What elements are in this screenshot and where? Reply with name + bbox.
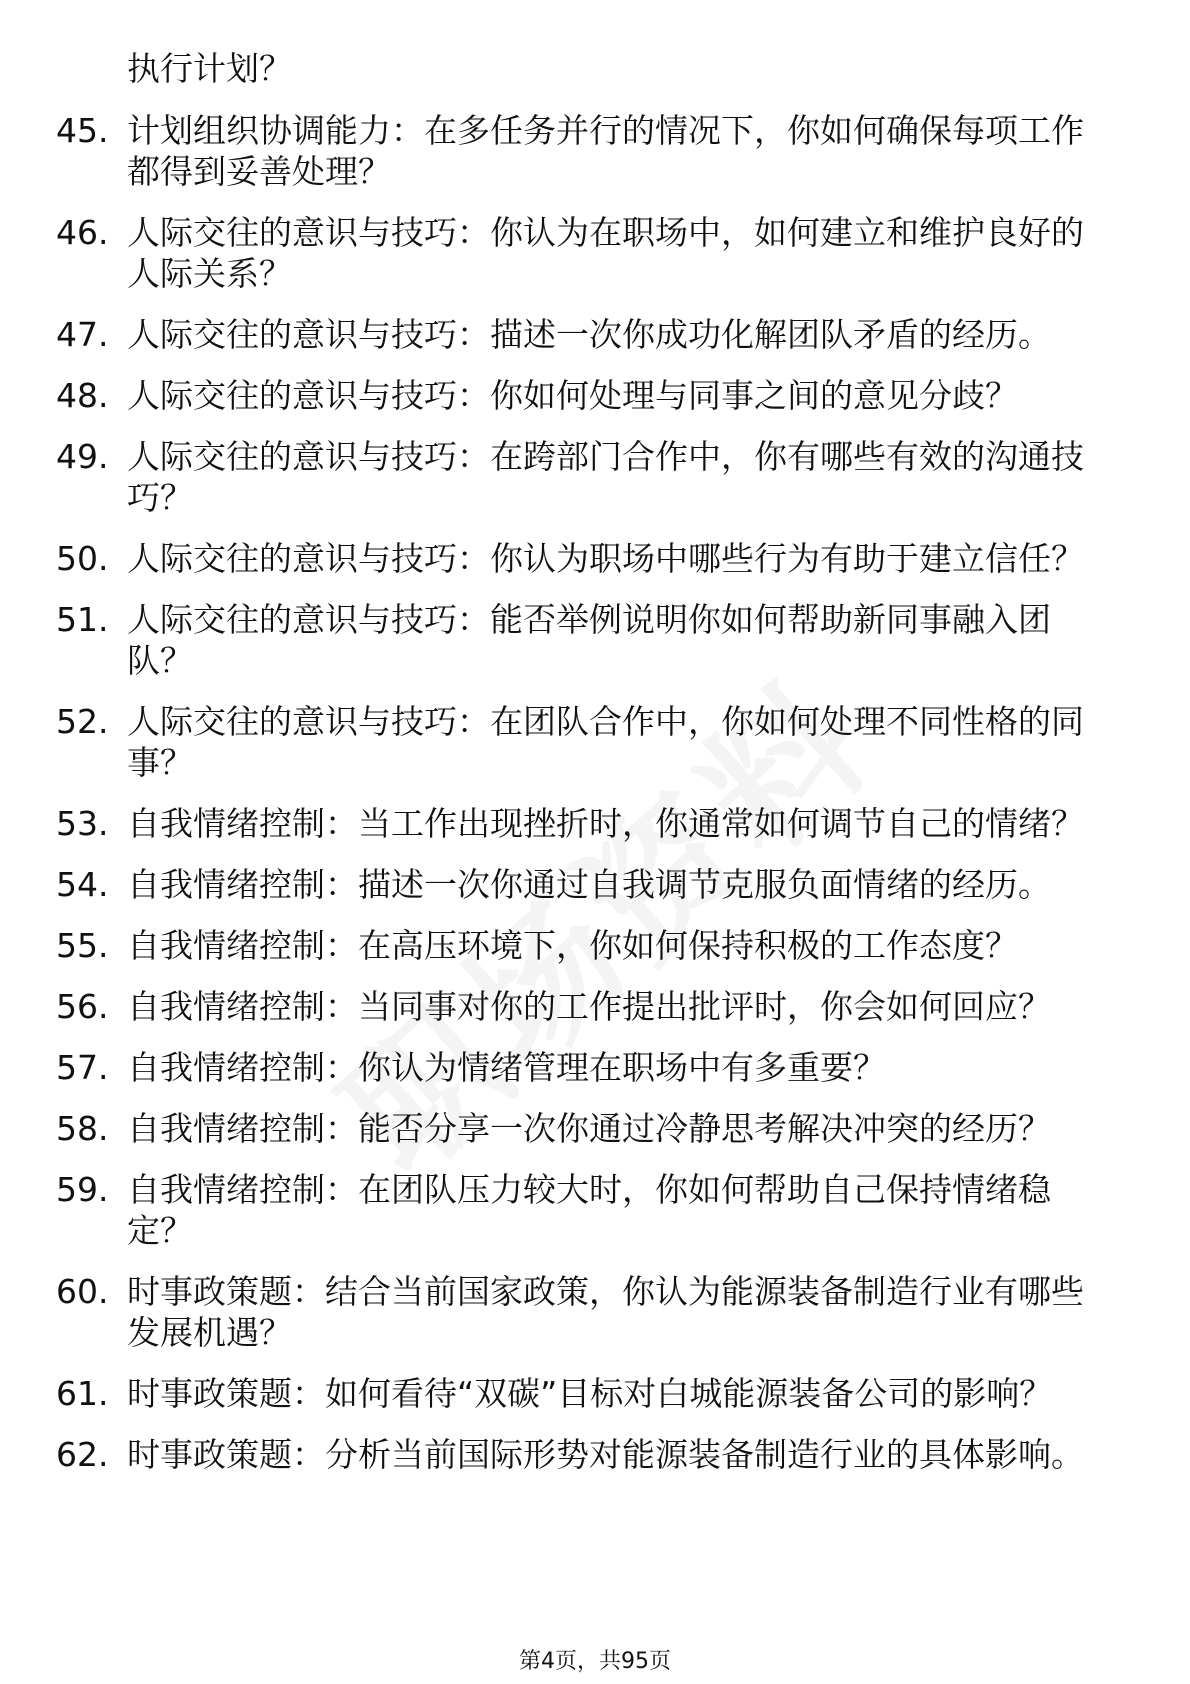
question-number: 56. <box>56 987 109 1026</box>
question-number: 55. <box>56 926 109 965</box>
question-number: 58. <box>56 1109 109 1148</box>
question-text: 自我情绪控制：当同事对你的工作提出批评时，你会如何回应？ <box>127 987 1051 1026</box>
question-number: 51. <box>56 600 109 639</box>
question-text: 计划组织协调能力：在多任务并行的情况下，你如何确保每项工作都得到妥善处理？ <box>127 111 1084 191</box>
question-number: 57. <box>56 1048 109 1087</box>
question-item <box>0 436 1190 518</box>
question-item <box>0 701 1190 783</box>
question-text: 自我情绪控制：在团队压力较大时，你如何帮助自己保持情绪稳定？ <box>127 1170 1051 1250</box>
question-item <box>0 314 1190 355</box>
question-number: 54. <box>56 865 109 904</box>
question-number: 47. <box>56 315 109 354</box>
question-text: 人际交往的意识与技巧：你如何处理与同事之间的意见分歧？ <box>127 376 1018 415</box>
question-item <box>0 538 1190 579</box>
question-number: 52. <box>56 702 109 741</box>
question-item <box>0 212 1190 294</box>
question-item <box>0 1373 1190 1414</box>
question-text: 自我情绪控制：能否分享一次你通过冷静思考解决冲突的经历？ <box>127 1109 1051 1148</box>
question-text: 时事政策题：结合当前国家政策，你认为能源装备制造行业有哪些发展机遇？ <box>127 1272 1084 1352</box>
question-text: 自我情绪控制：在高压环境下，你如何保持积极的工作态度？ <box>127 926 1018 965</box>
page-footer: 第4页，共95页 <box>519 1649 671 1674</box>
question-item <box>0 1434 1190 1475</box>
question-number: 53. <box>56 804 109 843</box>
question-text: 人际交往的意识与技巧：你认为职场中哪些行为有助于建立信任？ <box>127 539 1084 578</box>
question-item <box>0 803 1190 844</box>
question-text: 人际交往的意识与技巧：能否举例说明你如何帮助新同事融入团队？ <box>127 600 1051 680</box>
question-number: 46. <box>56 213 109 252</box>
question-text: 时事政策题：如何看待“双碳”目标对白城能源装备公司的影响？ <box>127 1374 1053 1413</box>
question-item <box>0 1169 1190 1251</box>
question-item <box>0 1047 1190 1088</box>
question-text: 人际交往的意识与技巧：你认为在职场中，如何建立和维护良好的人际关系？ <box>127 213 1084 293</box>
question-number: 62. <box>56 1435 109 1474</box>
question-text: 自我情绪控制：当工作出现挫折时，你通常如何调节自己的情绪？ <box>127 804 1084 843</box>
question-number: 61. <box>56 1374 109 1413</box>
question-text: 人际交往的意识与技巧：在跨部门合作中，你有哪些有效的沟通技巧？ <box>127 437 1084 517</box>
continuation-text: 执行计划？ <box>127 49 292 88</box>
question-item <box>0 925 1190 966</box>
question-item <box>0 110 1190 192</box>
question-number: 48. <box>56 376 109 415</box>
question-number: 59. <box>56 1170 109 1209</box>
question-list <box>0 110 1190 1495</box>
question-item <box>0 375 1190 416</box>
question-number: 49. <box>56 437 109 476</box>
question-item <box>0 599 1190 681</box>
question-number: 50. <box>56 539 109 578</box>
question-item <box>0 1108 1190 1149</box>
question-text: 自我情绪控制：你认为情绪管理在职场中有多重要？ <box>127 1048 886 1087</box>
question-text: 人际交往的意识与技巧：在团队合作中，你如何处理不同性格的同事？ <box>127 702 1084 782</box>
question-text: 自我情绪控制：描述一次你通过自我调节克服负面情绪的经历。 <box>127 865 1051 904</box>
question-text: 时事政策题：分析当前国际形势对能源装备制造行业的具体影响。 <box>127 1435 1084 1474</box>
question-item <box>0 986 1190 1027</box>
question-text: 人际交往的意识与技巧：描述一次你成功化解团队矛盾的经历。 <box>127 315 1051 354</box>
question-item <box>0 864 1190 905</box>
question-item <box>0 1271 1190 1353</box>
question-number: 45. <box>56 111 109 150</box>
question-number: 60. <box>56 1272 109 1311</box>
